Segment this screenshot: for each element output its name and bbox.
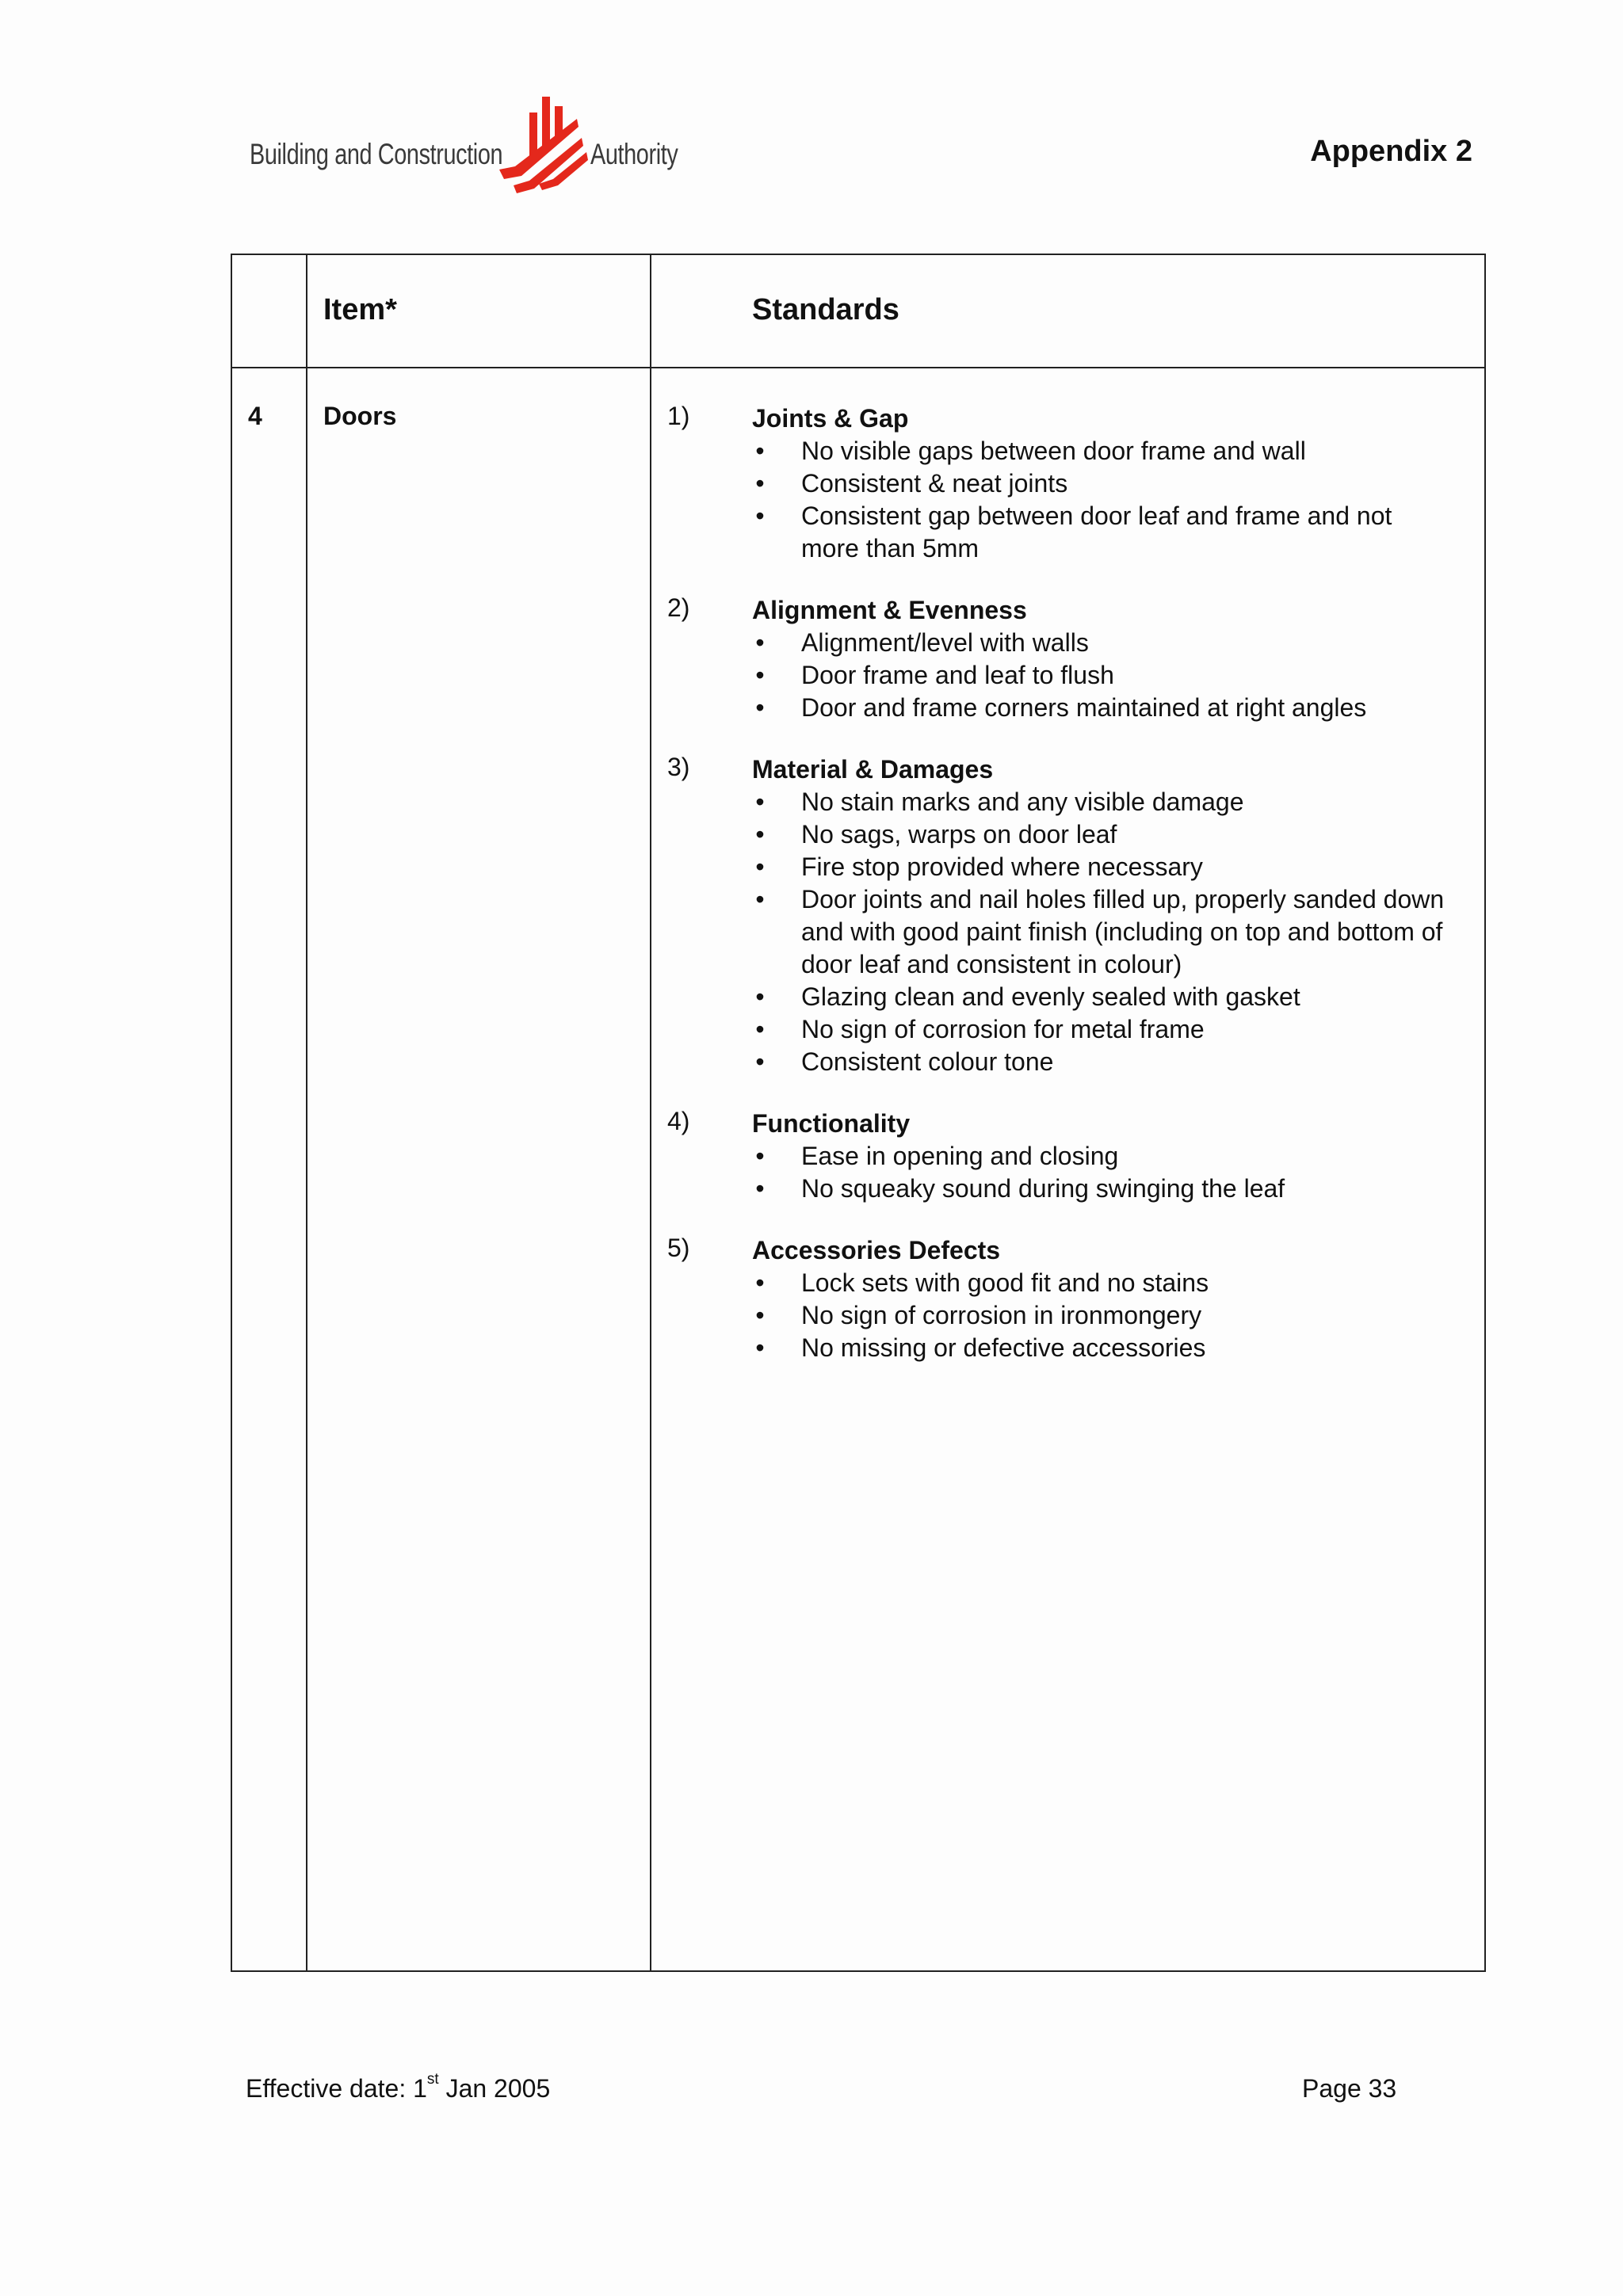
list-item [752,659,1453,692]
section-number: 1) [667,402,690,430]
bullet-icon: • [755,1301,765,1329]
item-number: 4 [231,368,307,1971]
bullet-icon: • [755,1268,765,1297]
list-item [752,1267,1453,1299]
bullet-icon: • [755,1333,765,1362]
bullet-icon: • [755,469,765,498]
bullet-icon: • [755,820,765,849]
standard-section [667,402,1453,565]
effective-date [246,2071,551,2103]
section-title: Alignment & Evenness [752,596,1027,624]
bullet-text: Consistent gap between door leaf and frame and not more than 5mm [801,502,1392,563]
effective-date-sup: st [426,2071,439,2088]
bullet-icon: • [755,693,765,722]
list-item [752,1173,1453,1205]
list-item [752,467,1453,500]
section-title: Joints & Gap [752,404,909,433]
logo-mark-icon [499,97,590,196]
list-item [752,692,1453,724]
bullet-icon: • [755,1047,765,1076]
logo-text-right: Authority [590,138,678,170]
appendix-label: Appendix 2 [1310,135,1472,168]
list-item [752,883,1453,981]
list-item [752,1299,1453,1332]
bullet-text: Consistent colour tone [801,1047,1054,1076]
standard-section [667,753,1453,1078]
section-title: Functionality [752,1109,911,1138]
bullet-text: No visible gaps between door frame and wall [801,437,1306,465]
bullet-icon: • [755,1015,765,1043]
bullet-icon: • [755,885,765,913]
standards-cell [651,368,1485,1971]
bullet-icon: • [755,788,765,816]
list-item [752,851,1453,883]
bullet-text: Glazing clean and evenly sealed with gasket [801,982,1300,1011]
list-item [752,786,1453,818]
bullet-text: No stain marks and any visible damage [801,788,1244,816]
list-item [752,981,1453,1013]
bullet-text: Consistent & neat joints [801,469,1068,498]
section-title: Accessories Defects [752,1236,1001,1264]
section-number: 3) [667,753,690,781]
section-number: 2) [667,593,690,622]
standard-section [667,1107,1453,1205]
bullet-text: No sign of corrosion for metal frame [801,1015,1205,1043]
bullet-icon: • [755,1142,765,1170]
bullet-text: Alignment/level with walls [801,628,1089,657]
section-number: 5) [667,1234,690,1262]
bullet-icon: • [755,1174,765,1203]
bullet-icon: • [755,437,765,465]
list-item [752,1013,1453,1046]
effective-date-prefix: Effective date: 1 [246,2074,427,2103]
list-item [752,1332,1453,1364]
bullet-icon: • [755,852,765,881]
header-number-cell [231,254,307,368]
effective-date-suffix: Jan 2005 [438,2074,551,2103]
bullet-text: Door joints and nail holes filled up, properly sanded down and with good paint finish (including on top and bottom of door leaf and consistent in colour) [801,885,1445,978]
standard-section [667,1234,1453,1364]
header-item: Item* [307,254,651,368]
item-name: Doors [307,368,651,1971]
bullet-icon: • [755,661,765,689]
section-title: Material & Damages [752,755,994,784]
section-number: 4) [667,1107,690,1135]
bullet-text: Door frame and leaf to flush [801,661,1114,689]
page-number: Page 33 [1302,2074,1397,2103]
header-standards: Standards [651,254,1485,368]
bullet-text: Fire stop provided where necessary [801,852,1203,881]
logo-text-left: Building and Construction [250,138,503,170]
bullet-icon: • [755,982,765,1011]
bullet-icon: • [755,502,765,530]
list-item [752,1140,1453,1173]
list-item [752,1046,1453,1078]
bullet-text: Lock sets with good fit and no stains [801,1268,1209,1297]
bullet-text: No missing or defective accessories [801,1333,1206,1362]
bullet-text: Door and frame corners maintained at right angles [801,693,1367,722]
list-item [752,627,1453,659]
bullet-text: Ease in opening and closing [801,1142,1119,1170]
list-item [752,435,1453,467]
bullet-icon: • [755,628,765,657]
bullet-text: No sags, warps on door leaf [801,820,1117,849]
table-row [231,368,1485,1971]
standards-table [231,254,1486,1972]
list-item [752,818,1453,851]
bullet-text: No sign of corrosion in ironmongery [801,1301,1202,1329]
list-item [752,500,1453,565]
table-header-row [231,254,1485,368]
bca-logo [250,97,682,200]
standard-section [667,593,1453,724]
bullet-text: No squeaky sound during swinging the leaf [801,1174,1285,1203]
